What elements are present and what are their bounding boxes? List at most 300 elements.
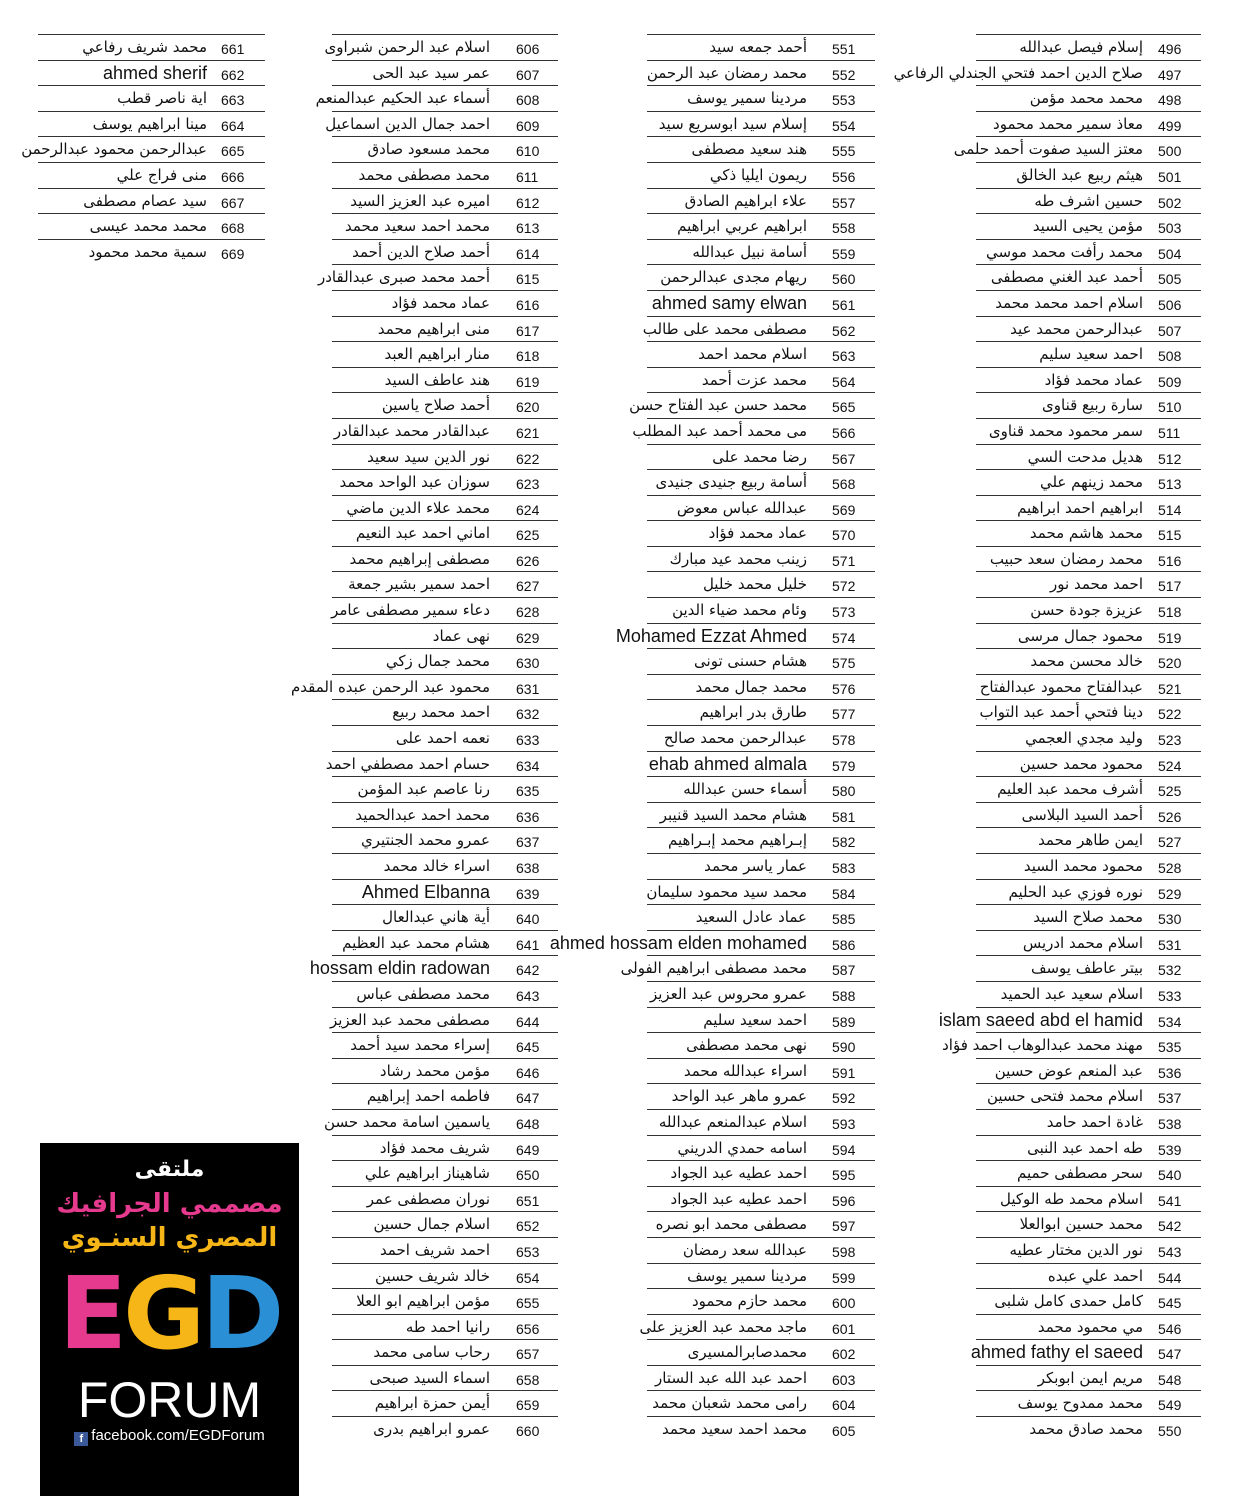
entry-name: هشام حسنى تونى <box>694 652 807 671</box>
list-row <box>647 188 875 214</box>
entry-number: 657 <box>516 1346 540 1363</box>
list-row <box>332 392 558 418</box>
list-row <box>332 597 558 623</box>
entry-number: 627 <box>516 578 540 595</box>
list-row <box>332 623 558 649</box>
entry-number: 635 <box>516 783 540 800</box>
entry-number: 568 <box>832 476 856 493</box>
entry-number: 600 <box>832 1295 856 1312</box>
entry-name: مردينا سمير يوسف <box>687 1266 807 1285</box>
entry-name: احمد عطيه عبد الجواد <box>670 1164 807 1183</box>
entry-number: 628 <box>516 604 540 621</box>
entry-number: 565 <box>832 399 856 416</box>
entry-name: احمد سمير بشير جمعة <box>348 575 490 594</box>
entry-number: 566 <box>832 424 856 441</box>
entry-name: خالد محسن محمد <box>1030 652 1143 671</box>
entry-number: 637 <box>516 834 540 851</box>
list-row <box>620 955 875 981</box>
list-row <box>893 60 1201 86</box>
entry-name: عمرو ابراهيم بدرى <box>373 1420 490 1439</box>
entry-name: احمد جمال الدين اسماعيل <box>325 114 490 133</box>
entry-name: ahmed fathy el saeed <box>970 1342 1143 1363</box>
list-row <box>647 136 875 162</box>
entry-name: اسلام سعيد عبد الحميد <box>1000 984 1143 1003</box>
entry-number: 518 <box>1158 604 1182 621</box>
list-row <box>332 418 558 444</box>
entry-number: 590 <box>832 1039 856 1056</box>
list-row <box>647 597 875 623</box>
entry-number: 553 <box>832 92 856 109</box>
list-row <box>639 1314 875 1340</box>
entry-number: 520 <box>1158 655 1182 672</box>
entry-number: 639 <box>516 885 540 902</box>
entry-name: أحمد عبد الغني مصطفى <box>990 268 1143 287</box>
entry-name: Ahmed Elbanna <box>361 881 490 902</box>
entry-number: 667 <box>221 194 245 211</box>
entry-name: ahmed hossam elden mohamed <box>549 932 807 953</box>
list-row <box>647 341 875 367</box>
entry-number: 582 <box>832 834 856 851</box>
entry-name: محمد مصطفى محمد <box>358 165 490 184</box>
list-row <box>332 367 558 393</box>
entry-number: 528 <box>1158 860 1182 876</box>
entry-number: 663 <box>221 92 245 109</box>
list-row <box>976 1135 1201 1161</box>
entry-number: 498 <box>1158 92 1182 109</box>
list-row <box>976 879 1201 905</box>
entry-name: سارة ربيع قناوى <box>1042 396 1143 415</box>
list-row <box>976 699 1201 725</box>
list-row <box>953 136 1201 162</box>
list-row <box>976 904 1201 930</box>
list-row <box>976 751 1201 777</box>
entry-number: 664 <box>221 117 245 134</box>
entry-name: محمد محمد عيسى <box>89 217 207 236</box>
list-row <box>329 1007 558 1033</box>
list-row <box>976 264 1201 290</box>
entry-number: 502 <box>1158 194 1182 211</box>
entry-name: كامل حمدى كامل شلبى <box>994 1292 1143 1311</box>
list-row <box>647 367 875 393</box>
entry-number: 629 <box>516 629 540 646</box>
entry-name: محمود محمد حسين <box>1019 754 1143 773</box>
entry-number: 646 <box>516 1064 540 1081</box>
entry-number: 530 <box>1158 911 1182 928</box>
list-row <box>970 1339 1201 1365</box>
names-column-3 <box>291 34 558 1442</box>
entry-number: 567 <box>832 450 856 467</box>
list-row <box>647 290 875 316</box>
entry-number: 577 <box>832 706 856 723</box>
entry-name: علاء ابراهيم الصادق <box>684 191 807 210</box>
entry-name: محمد مصطفى ابراهيم الفولى <box>620 959 807 978</box>
list-row <box>332 316 558 342</box>
list-row <box>332 879 558 905</box>
entry-name: نهى محمد مصطفى <box>686 1036 807 1055</box>
entry-number: 581 <box>832 808 856 825</box>
list-row <box>332 444 558 470</box>
list-row <box>976 1314 1201 1340</box>
list-row <box>332 776 558 802</box>
entry-name: حسام احمد مصطفي احمد <box>325 754 490 773</box>
entry-number: 522 <box>1158 706 1182 723</box>
list-row <box>647 1339 875 1365</box>
entry-name: محمد صلاح السيد <box>1033 908 1143 927</box>
list-row <box>976 290 1201 316</box>
entry-number: 611 <box>516 168 539 185</box>
entry-name: محمد شريف رفاعي <box>82 38 207 56</box>
entry-number: 505 <box>1158 271 1182 288</box>
entry-name: hossam eldin radowan <box>309 958 490 979</box>
entry-name: اسلام محمد طه الوكيل <box>999 1189 1143 1208</box>
entry-number: 575 <box>832 655 856 672</box>
entry-name: أحمد صلاح ياسين <box>381 396 490 415</box>
entry-name: أشرف محمد عبد العليم <box>997 780 1143 799</box>
entry-number: 550 <box>1158 1423 1182 1440</box>
entry-number: 593 <box>832 1115 856 1132</box>
entry-name: محمود عبد الرحمن عبده المقدم <box>291 677 490 696</box>
entry-name: شاهيناز ابراهيم علي <box>364 1164 490 1183</box>
entry-name: شريف محمد فؤاد <box>379 1138 490 1157</box>
list-row <box>976 469 1201 495</box>
names-column-1 <box>893 34 1201 1442</box>
list-row <box>332 1314 558 1340</box>
entry-name: نعمه احمد على <box>395 729 490 748</box>
entry-name: أحمد السيد البلاسى <box>1021 805 1143 824</box>
list-row <box>976 1263 1201 1289</box>
entry-number: 589 <box>832 1013 856 1030</box>
entry-name: إبـراهيم محمد إبـراهيم <box>668 831 807 850</box>
list-row <box>976 1186 1201 1212</box>
facebook-url: facebook.com/EGDForum <box>91 1427 265 1444</box>
list-row <box>976 392 1201 418</box>
list-row <box>38 213 265 239</box>
entry-name: محمد مسعود صادق <box>367 140 490 159</box>
entry-name: اسلام احمد محمد محمد <box>995 293 1143 312</box>
list-row <box>647 162 875 188</box>
entry-number: 563 <box>832 348 856 365</box>
entry-name: إسراء محمد سيد أحمد <box>350 1036 490 1055</box>
entry-name: اسلام جمال حسين <box>373 1215 490 1234</box>
entry-number: 653 <box>516 1243 540 1260</box>
entry-name: اميره عبد العزيز السيد <box>350 191 490 210</box>
entry-name: بيتر عاطف يوسف <box>1030 959 1143 978</box>
entry-number: 557 <box>832 194 856 211</box>
entry-number: 649 <box>516 1141 540 1158</box>
entry-number: 527 <box>1158 834 1182 851</box>
entry-name: نور الدين مختار عطيه <box>1009 1240 1143 1259</box>
entry-name: عبدالله عباس معوض <box>676 498 807 517</box>
entry-number: 521 <box>1158 680 1182 697</box>
facebook-link[interactable] <box>40 1427 299 1446</box>
list-row <box>332 1083 558 1109</box>
list-row <box>976 1237 1201 1263</box>
entry-name: ابراهيم احمد ابراهيم <box>1017 498 1143 517</box>
entry-name: سمر محمود محمد قناوى <box>988 421 1143 440</box>
entry-number: 661 <box>221 41 245 57</box>
entry-number: 507 <box>1158 322 1182 339</box>
list-row <box>309 955 558 981</box>
entry-number: 506 <box>1158 296 1182 313</box>
list-row <box>332 1288 558 1314</box>
list-row <box>976 776 1201 802</box>
list-row <box>332 60 558 86</box>
entry-number: 523 <box>1158 732 1182 749</box>
entry-number: 534 <box>1158 1013 1182 1030</box>
entry-name: رانيا احمد طه <box>405 1317 490 1336</box>
entry-number: 572 <box>832 578 856 595</box>
list-row <box>647 520 875 546</box>
entry-number: 524 <box>1158 757 1182 774</box>
list-row <box>647 1365 875 1391</box>
list-row <box>647 1237 875 1263</box>
list-row <box>332 1237 558 1263</box>
entry-number: 634 <box>516 757 540 774</box>
entry-number: 497 <box>1158 66 1182 83</box>
entry-name: إسلام سيد ابوسريع سيد <box>658 114 807 133</box>
list-row <box>647 60 875 86</box>
entry-name: سيد عصام مصطفى <box>83 191 207 210</box>
entry-name: احمد علي عبده <box>1047 1266 1143 1285</box>
entry-name: احمد عبد الله عبد الستار <box>655 1368 807 1387</box>
entry-name: محمد صادق محمد <box>1029 1420 1143 1439</box>
entry-number: 632 <box>516 706 540 723</box>
entry-name: محمود محمد السيد <box>1023 857 1143 875</box>
entry-number: 573 <box>832 604 856 621</box>
entry-name: معتز السيد صفوت أحمد حلمى <box>953 140 1143 159</box>
entry-name: محمد هاشم محمد <box>1029 524 1143 543</box>
list-row <box>647 571 875 597</box>
entry-number: 544 <box>1158 1269 1182 1286</box>
entry-name: محمد رمضان عبد الرحمن <box>646 63 807 82</box>
list-row <box>332 1416 558 1442</box>
list-row <box>647 1032 875 1058</box>
entry-number: 652 <box>516 1218 540 1235</box>
list-row <box>976 802 1201 828</box>
list-row <box>647 85 875 111</box>
entry-name: اسراء عبدالله محمد <box>683 1061 807 1080</box>
list-row <box>976 623 1201 649</box>
entry-name: اية ناصر قطب <box>117 89 207 108</box>
list-row <box>647 1390 875 1416</box>
entry-number: 532 <box>1158 962 1182 979</box>
entry-number: 605 <box>832 1423 856 1440</box>
entry-name: محمدصابرالمسيرى <box>687 1343 807 1362</box>
entry-number: 662 <box>221 66 245 83</box>
facebook-icon: f <box>74 1432 88 1446</box>
entry-name: طارق بدر ابراهيم <box>699 703 807 722</box>
list-row <box>332 1160 558 1186</box>
list-row <box>647 853 875 879</box>
list-row <box>976 930 1201 956</box>
entry-name: وئام محمد ضياء الدين <box>672 601 807 620</box>
list-row <box>976 316 1201 342</box>
entry-name: مردينا سمير يوسف <box>687 89 807 108</box>
entry-name: ehab ahmed almala <box>648 753 807 774</box>
egd-big-text: EGD <box>58 1255 281 1372</box>
entry-number: 509 <box>1158 373 1182 390</box>
entry-name: نور الدين سيد سعيد <box>367 447 490 466</box>
entry-name: ايمن طاهر محمد <box>1038 831 1143 850</box>
entry-name: اسراء خالد محمد <box>383 857 490 875</box>
entry-name: منار ابراهيم العبد <box>384 345 490 364</box>
entry-number: 654 <box>516 1269 540 1286</box>
entry-number: 585 <box>832 911 856 928</box>
list-row <box>332 648 558 674</box>
entry-number: 537 <box>1158 1090 1182 1107</box>
entry-name: أية هاني عبدالعال <box>382 908 490 927</box>
entry-name: اماني احمد عبد النعيم <box>355 524 490 543</box>
list-row <box>976 571 1201 597</box>
entry-name: أسماء حسن عبدالله <box>683 780 807 799</box>
entry-name: دينا فتحي أحمد عبد التواب <box>979 703 1143 722</box>
entry-number: 650 <box>516 1167 540 1184</box>
entry-name: مى محمد أحمد عبد المطلب <box>632 421 807 440</box>
entry-name: عبدالرحمن محمد صالح <box>663 729 807 748</box>
entry-name: مريم ايمن ابوبكر <box>1037 1368 1143 1387</box>
list-row <box>647 674 875 700</box>
forum-text: FORUM <box>77 1372 262 1428</box>
entry-number: 516 <box>1158 552 1182 569</box>
entry-name: منى ابراهيم محمد <box>377 319 490 338</box>
list-row <box>976 34 1201 60</box>
entry-name: هند عاطف السيد <box>384 370 490 389</box>
entry-name: عمرو محروس عبد العزيز <box>649 984 807 1003</box>
list-row <box>976 1058 1201 1084</box>
entry-name: محمد سيد محمود سليمان <box>646 882 807 901</box>
entry-name: محمد مصطفى عباس <box>356 984 490 1003</box>
entry-name: محمد حسين ابوالعلا <box>1019 1215 1143 1234</box>
entry-name: إسلام فيصل عبدالله <box>1019 38 1143 56</box>
entry-number: 514 <box>1158 501 1182 518</box>
list-row <box>976 188 1201 214</box>
list-row <box>976 1365 1201 1391</box>
entry-name: احمد سعيد سليم <box>703 1010 807 1029</box>
entry-number: 531 <box>1158 936 1182 953</box>
entry-number: 620 <box>516 399 540 416</box>
entry-number: 631 <box>516 680 540 697</box>
entry-number: 659 <box>516 1397 540 1414</box>
entry-name: مي محمود محمد <box>1037 1317 1143 1336</box>
entry-name: مؤمن يحيى السيد <box>1032 217 1143 236</box>
entry-name: زينب محمد عيد مبارك <box>669 549 807 568</box>
entry-name: غادة احمد حامد <box>1046 1112 1143 1131</box>
entry-name: اسلام محمد ادريس <box>1022 933 1143 952</box>
list-row <box>647 827 875 853</box>
entry-number: 511 <box>1158 424 1181 441</box>
list-row <box>325 751 558 777</box>
list-row <box>976 1109 1201 1135</box>
entry-name: عمار ياسر محمد <box>704 857 807 875</box>
entry-number: 536 <box>1158 1064 1182 1081</box>
list-row <box>38 60 265 86</box>
entry-name: عمرو محمد الجنتيري <box>361 831 490 850</box>
entry-number: 621 <box>516 424 540 441</box>
entry-number: 574 <box>832 629 856 646</box>
entry-name: محمد احمد سعيد محمد <box>344 217 490 236</box>
entry-number: 510 <box>1158 399 1182 416</box>
list-row <box>332 1390 558 1416</box>
list-row <box>647 546 875 572</box>
list-row <box>332 725 558 751</box>
list-row <box>332 520 558 546</box>
entry-name: نوره فوزي عبد الحليم <box>1008 882 1143 901</box>
entry-name: ahmed sherif <box>102 62 207 83</box>
entry-name: رحاب سامى محمد <box>373 1343 490 1362</box>
egd-forum-logo <box>40 1143 299 1496</box>
entry-name: محمود جمال مرسى <box>1017 626 1143 645</box>
entry-name: محمد جمال زكي <box>385 652 490 671</box>
entry-number: 552 <box>832 66 856 83</box>
entry-number: 543 <box>1158 1243 1182 1260</box>
entry-number: 618 <box>516 348 540 365</box>
list-row <box>976 546 1201 572</box>
entry-number: 515 <box>1158 527 1182 544</box>
list-row <box>647 34 875 60</box>
entry-number: 504 <box>1158 245 1182 262</box>
entry-number: 591 <box>832 1064 856 1081</box>
list-row <box>647 1083 875 1109</box>
entry-name: عماد محمد فؤاد <box>708 524 807 543</box>
entry-name: رامى محمد شعبان محمد <box>652 1394 807 1413</box>
entry-number: 615 <box>516 271 540 288</box>
entry-name: اسلام محمد احمد <box>698 345 807 364</box>
entry-name: هشام محمد السيد قنيبر <box>659 805 807 824</box>
list-row <box>976 1416 1201 1442</box>
list-row <box>976 239 1201 265</box>
entry-number: 610 <box>516 143 540 160</box>
entry-name: خليل محمد خليل <box>702 575 807 594</box>
entry-number: 541 <box>1158 1192 1182 1209</box>
list-row <box>332 546 558 572</box>
list-row <box>332 699 558 725</box>
list-row <box>332 188 558 214</box>
list-row <box>332 1135 558 1161</box>
entry-number: 584 <box>832 885 856 902</box>
entry-name: محمد حسن عبد الفتاح حسن <box>629 396 807 415</box>
entry-number: 579 <box>832 757 856 774</box>
entry-number: 540 <box>1158 1167 1182 1184</box>
entry-name: منى فراج علي <box>116 165 207 184</box>
entry-name: اسلام عبد الرحمن شبراوى <box>324 38 490 56</box>
entry-name: هند سعيد مصطفى <box>691 140 807 159</box>
list-row <box>976 367 1201 393</box>
list-row <box>332 1365 558 1391</box>
entry-number: 535 <box>1158 1039 1182 1056</box>
entry-name: محمد جمال محمد <box>695 677 807 696</box>
list-row <box>632 418 875 444</box>
entry-name: أيمن حمزة ابراهيم <box>374 1394 490 1413</box>
list-row <box>647 1058 875 1084</box>
list-row <box>647 725 875 751</box>
list-row <box>325 111 558 137</box>
entry-number: 647 <box>516 1090 540 1107</box>
entry-number: 603 <box>832 1371 856 1388</box>
entry-number: 599 <box>832 1269 856 1286</box>
entry-number: 554 <box>832 117 856 134</box>
entry-number: 594 <box>832 1141 856 1158</box>
entry-name: أسماء عبد الحكيم عبدالمنعم <box>315 89 490 108</box>
logo-line-3: المصري السنـوي <box>61 1223 278 1253</box>
entry-number: 580 <box>832 783 856 800</box>
entry-name: عماد عادل السعيد <box>695 908 807 927</box>
list-row <box>38 188 265 214</box>
entry-number: 586 <box>832 936 856 953</box>
list-row <box>647 904 875 930</box>
entry-name: هشام محمد عبد العظيم <box>342 933 490 952</box>
entry-name: عبدالله سعد رمضان <box>682 1240 807 1259</box>
entry-number: 614 <box>516 245 540 262</box>
